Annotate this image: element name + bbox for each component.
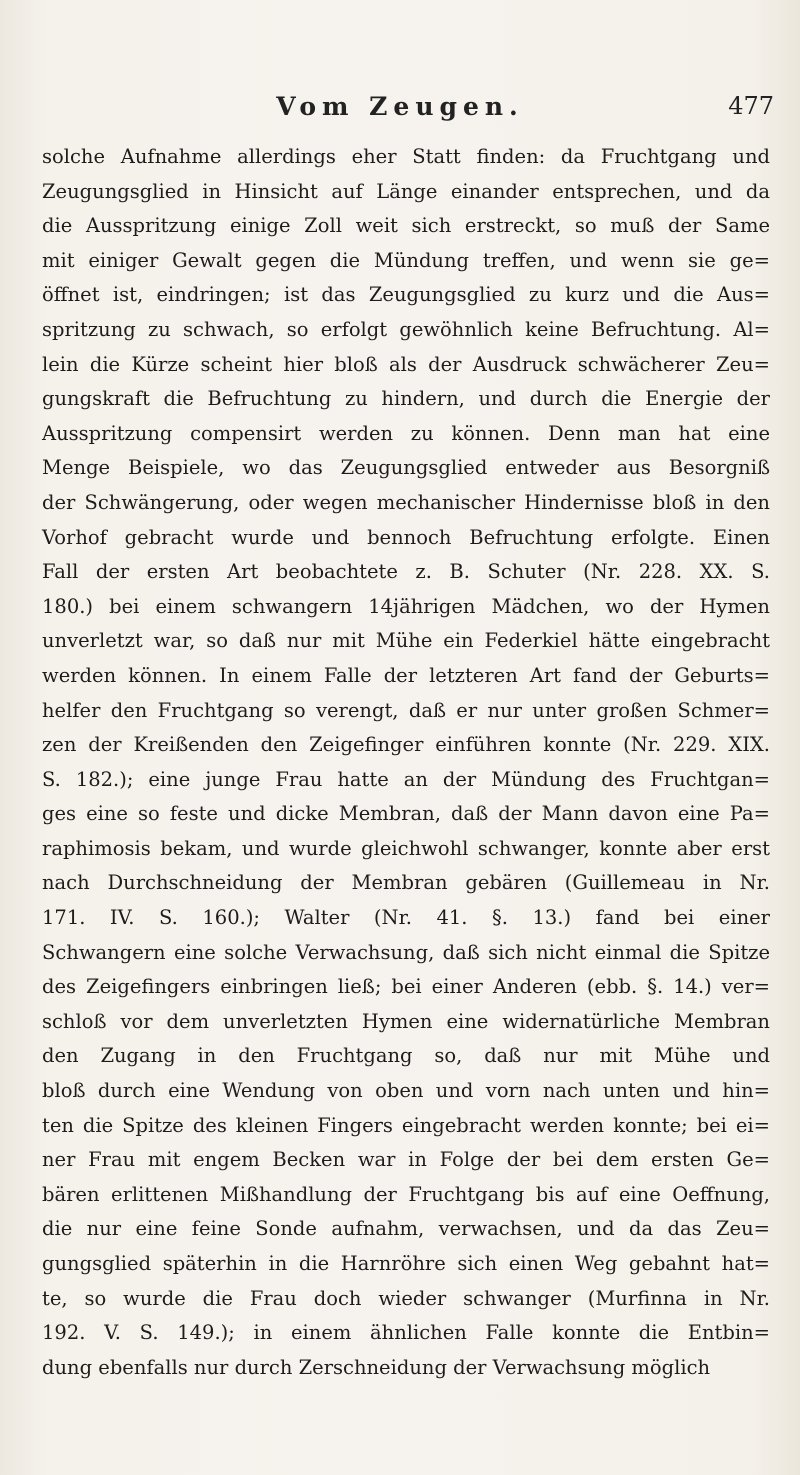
text-line: gungskraft die Befruchtung zu hindern, und durch die Energie der bbox=[42, 387, 770, 411]
text-line: mit einiger Gewalt gegen die Mündung treffen, und wenn sie ge= bbox=[42, 248, 770, 272]
text-line: 171. IV. S. 160.); Walter (Nr. 41. §. 13.) fand bei einer bbox=[42, 906, 770, 930]
text-line: Ausspritzung compensirt werden zu können. Denn man hat eine bbox=[42, 421, 770, 445]
text-line: ner Frau mit engem Becken war in Folge der bei dem ersten Ge= bbox=[42, 1148, 770, 1172]
text-line: schloß vor dem unverletzten Hymen eine widernatürliche Membran bbox=[42, 1009, 770, 1033]
running-title: Vom Zeugen. bbox=[276, 92, 524, 121]
text-line: raphimosis bekam, und wurde gleichwohl schwanger, konnte aber erst bbox=[42, 836, 770, 860]
text-line: Menge Beispiele, wo das Zeugungsglied entweder aus Besorgniß bbox=[42, 456, 770, 480]
text-line: dung ebenfalls nur durch Zerschneidung der Verwachsung möglich bbox=[42, 1355, 711, 1379]
text-line: unverletzt war, so daß nur mit Mühe ein Federkiel hätte eingebracht bbox=[42, 629, 770, 653]
text-line: bloß durch eine Wendung von oben und vorn nach unten und hin= bbox=[42, 1079, 770, 1103]
text-line: die nur eine feine Sonde aufnahm, verwachsen, und da das Zeu= bbox=[42, 1217, 770, 1241]
body-text bbox=[42, 140, 770, 1385]
text-line: spritzung zu schwach, so erfolgt gewöhnlich keine Befruchtung. Al= bbox=[42, 317, 770, 341]
page-number: 477 bbox=[728, 92, 774, 120]
text-line: 192. V. S. 149.); in einem ähnlichen Falle konnte die Entbin= bbox=[42, 1321, 770, 1345]
text-line: des Zeigefingers einbringen ließ; bei einer Anderen (ebb. §. 14.) ver= bbox=[42, 975, 770, 999]
text-line: nach Durchschneidung der Membran gebären (Guillemeau in Nr. bbox=[42, 871, 770, 895]
text-line: Vorhof gebracht wurde und bennoch Befruchtung erfolgte. Einen bbox=[42, 525, 770, 549]
text-line: Zeugungsglied in Hinsicht auf Länge einander entsprechen, und da bbox=[42, 179, 770, 203]
text-line: lein die Kürze scheint hier bloß als der Ausdruck schwächerer Zeu= bbox=[42, 352, 770, 376]
text-line: bären erlittenen Mißhandlung der Fruchtgang bis auf eine Oeffnung, bbox=[42, 1182, 770, 1206]
text-line: S. 182.); eine junge Frau hatte an der Mündung des Fruchtgan= bbox=[42, 767, 770, 791]
text-line: den Zugang in den Fruchtgang so, daß nur mit Mühe und bbox=[42, 1044, 770, 1068]
text-line: öffnet ist, eindringen; ist das Zeugungsglied zu kurz und die Aus= bbox=[42, 283, 770, 307]
text-line: ten die Spitze des kleinen Fingers eingebracht werden konnte; bei ei= bbox=[42, 1113, 770, 1137]
page-header bbox=[0, 92, 800, 132]
text-line: der Schwängerung, oder wegen mechanischer Hindernisse bloß in den bbox=[42, 490, 770, 514]
text-line: helfer den Fruchtgang so verengt, daß er nur unter großen Schmer= bbox=[42, 698, 770, 722]
text-line: werden können. In einem Falle der letzteren Art fand der Geburts= bbox=[42, 663, 770, 687]
text-line: gungsglied späterhin in die Harnröhre sich einen Weg gebahnt hat= bbox=[42, 1252, 770, 1275]
text-line: ges eine so feste und dicke Membran, daß der Mann davon eine Pa= bbox=[42, 802, 770, 826]
text-line: Schwangern eine solche Verwachsung, daß sich nicht einmal die Spitze bbox=[42, 940, 770, 964]
text-line: Fall der ersten Art beobachtete z. B. Schuter (Nr. 228. XX. S. bbox=[42, 560, 770, 584]
text-line: die Ausspritzung einige Zoll weit sich erstreckt, so muß der Same bbox=[42, 214, 770, 238]
text-line: zen der Kreißenden den Zeigefinger einführen konnte (Nr. 229. XIX. bbox=[42, 733, 770, 757]
text-line: 180.) bei einem schwangern 14jährigen Mädchen, wo der Hymen bbox=[42, 594, 770, 618]
text-line: te, so wurde die Frau doch wieder schwanger (Murfinna in Nr. bbox=[42, 1286, 770, 1310]
text-line: solche Aufnahme allerdings eher Statt finden: da Fruchtgang und bbox=[42, 145, 770, 168]
